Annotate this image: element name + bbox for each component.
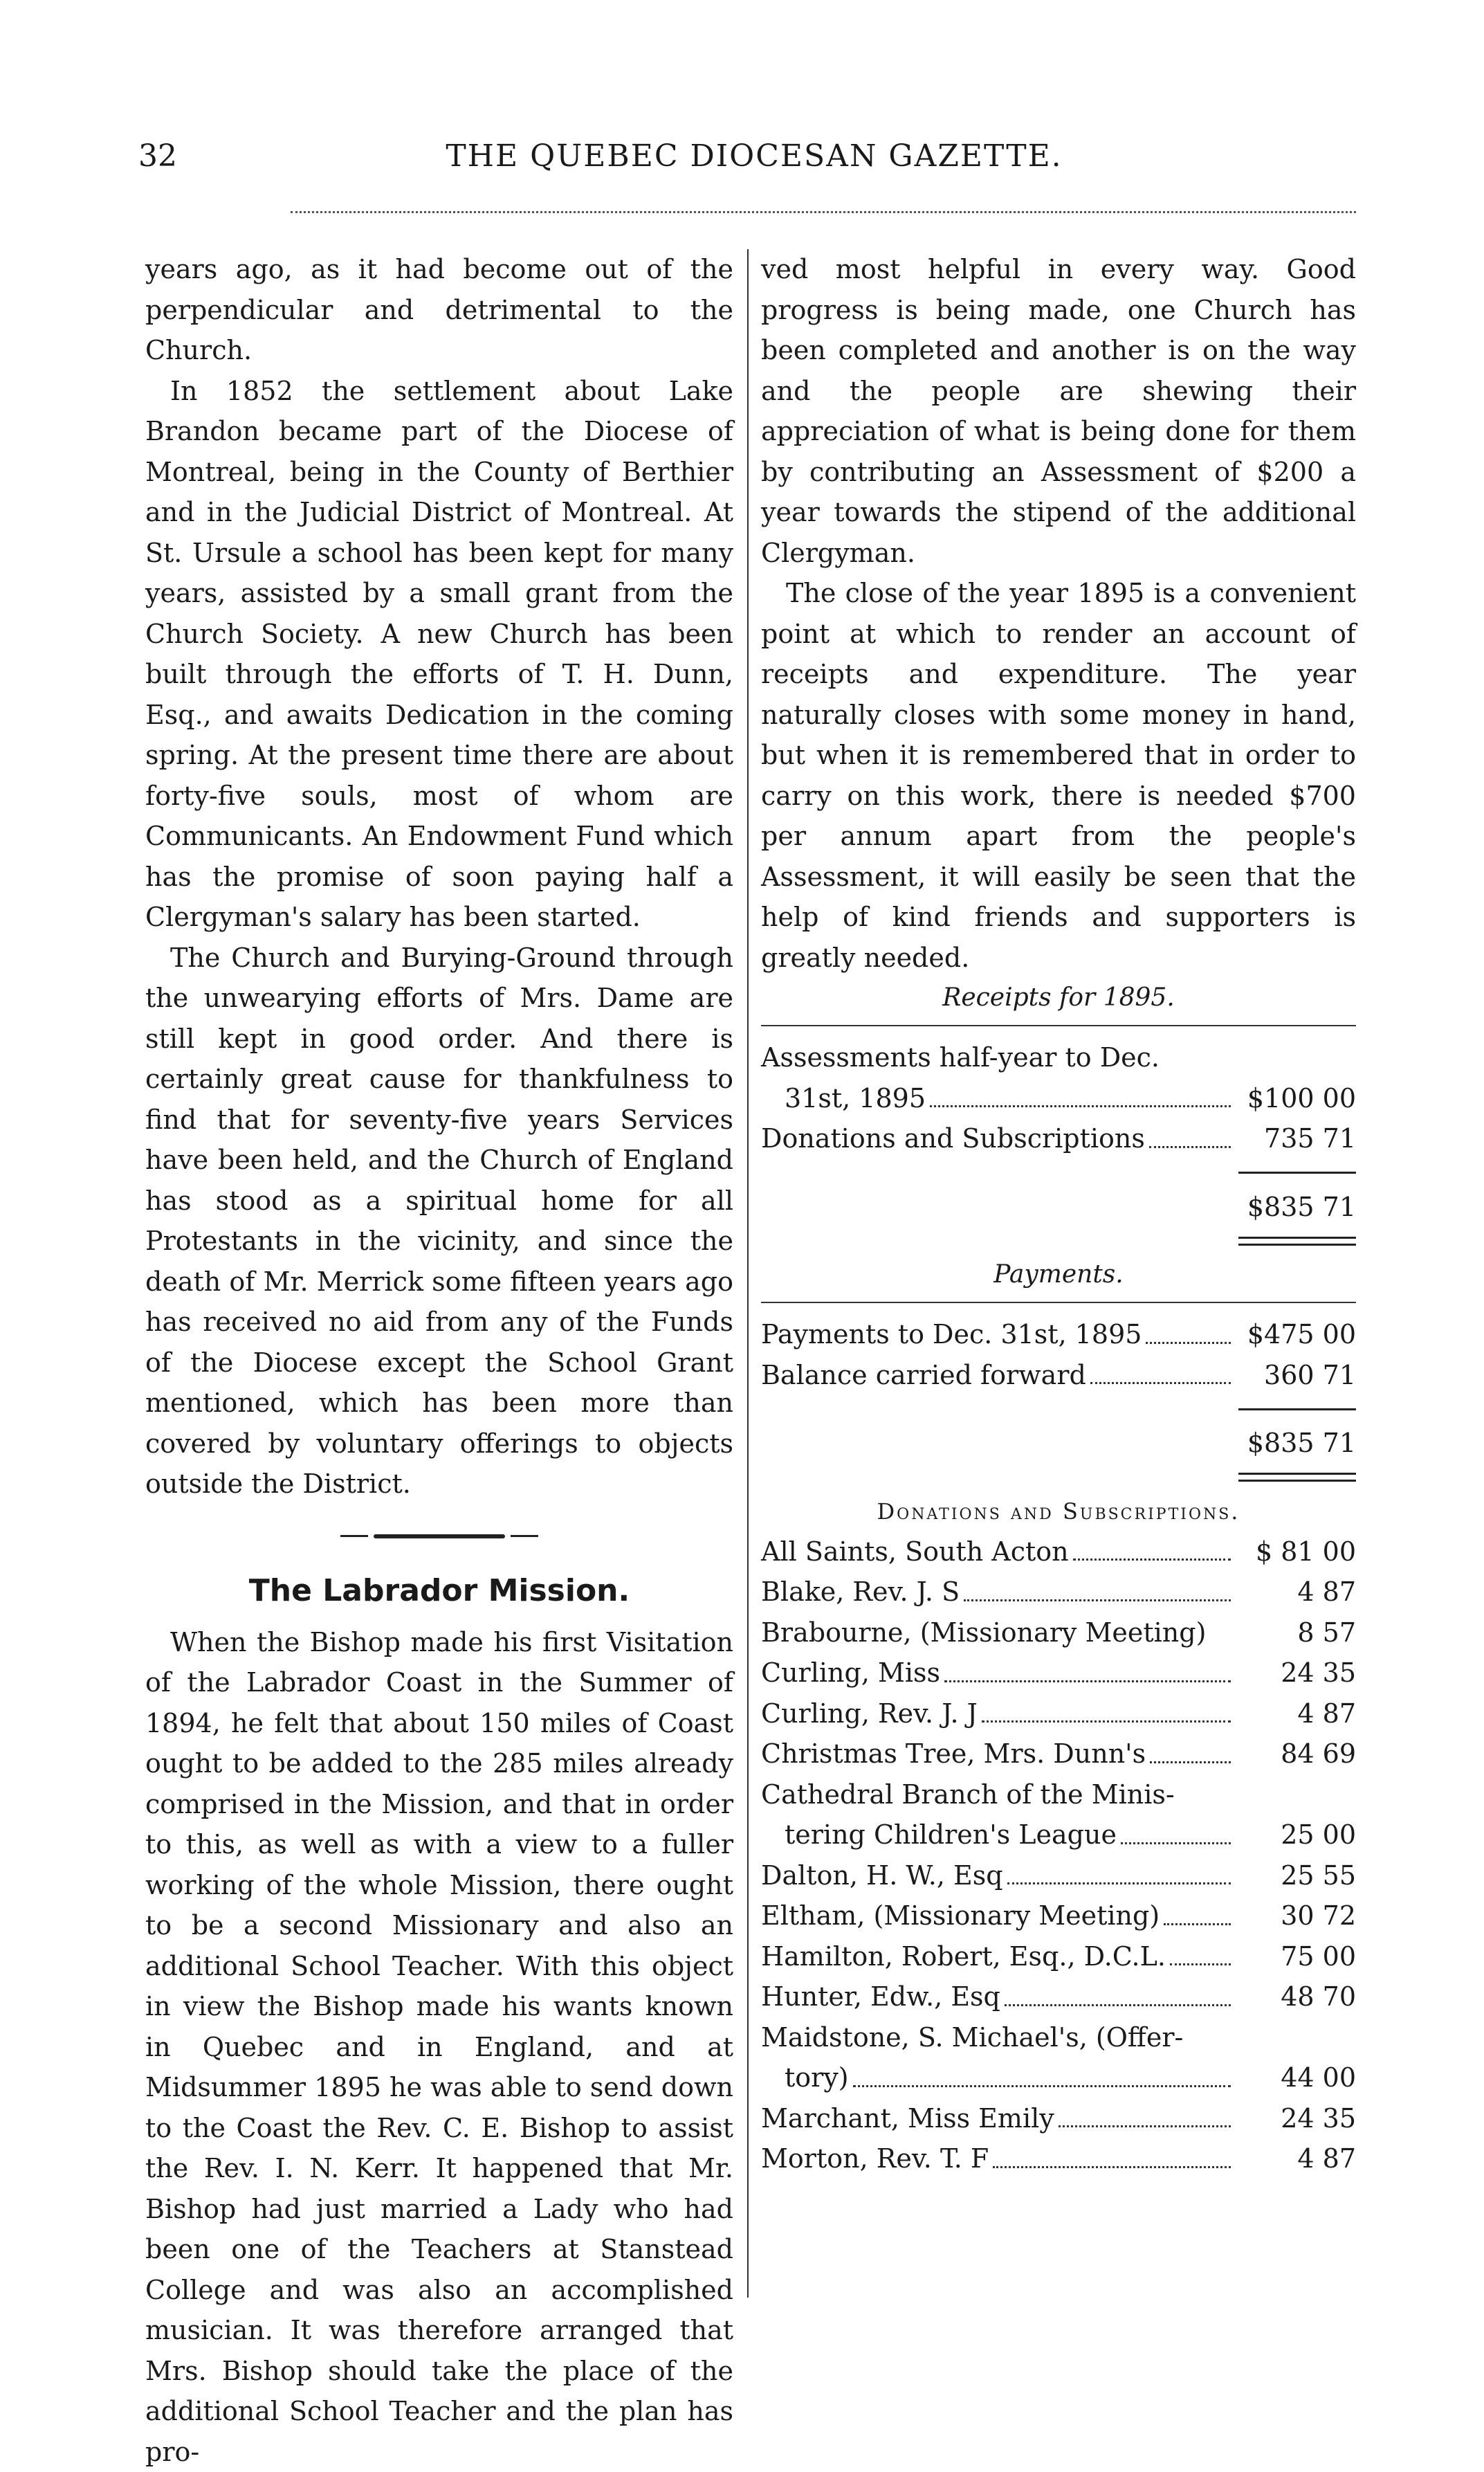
dot-leader <box>993 2138 1231 2168</box>
ornament-dash <box>511 1535 538 1537</box>
dot-leader <box>1146 1314 1231 1344</box>
dot-leader <box>964 1572 1231 1601</box>
entry-amount: 30 72 <box>1235 1896 1356 1936</box>
entry-amount: 24 35 <box>1235 2098 1356 2139</box>
ledger-entry <box>761 1612 1356 1653</box>
ledger-entry <box>761 1118 1356 1159</box>
entry-amount: $475 00 <box>1235 1314 1356 1355</box>
ledger-entry <box>761 2017 1356 2058</box>
dot-leader <box>1005 1976 1231 2006</box>
ledger-entry <box>761 1896 1356 1936</box>
dot-leader <box>1073 1532 1231 1561</box>
entry-amount: 44 00 <box>1235 2057 1356 2098</box>
entry-label-continued: tory) <box>785 2057 849 2098</box>
right-paragraph-2: The close of the year 1895 is a convenient point at which to render an account of receipts and expenditure. The year naturally closes with some money in hand, but when it is remembered that in order to carry on this work, there is needed $700 per annum apart from the people's Assessment, it will easily be seen that the help of kind friends and supporters is greatly needed. <box>761 573 1356 978</box>
entry-label: Payments to Dec. 31st, 1895 <box>761 1314 1142 1355</box>
dot-leader <box>1090 1355 1231 1385</box>
entry-amount: 25 00 <box>1235 1815 1356 1855</box>
payments-heading: Payments. <box>761 1255 1356 1295</box>
ledger-entry-continuation <box>761 1078 1356 1119</box>
ledger-entry <box>761 2098 1356 2139</box>
entry-amount: 4 87 <box>1235 2138 1356 2179</box>
dot-leader <box>1150 1734 1231 1763</box>
running-title: THE QUEBEC DIOCESAN GAZETTE. <box>138 138 1370 174</box>
ornament-bar <box>374 1534 505 1538</box>
ledger-entry-continuation <box>761 2057 1356 2098</box>
right-paragraph-1: ved most helpful in every way. Good progress is being made, one Church has been completed and another is on the way and the people are shewing their appreciation of what is being done for them by contributing an Assessment of $200 a year towards the stipend of the additional Clergyman. <box>761 249 1356 573</box>
receipts-total-rule <box>761 1227 1356 1255</box>
right-column <box>761 249 1356 2179</box>
dot-leader <box>853 2057 1231 2087</box>
entry-amount: 8 57 <box>1235 1612 1356 1653</box>
entry-label: Curling, Rev. J. J <box>761 1693 978 1734</box>
header-rule <box>291 211 1356 213</box>
dot-leader <box>1170 1936 1231 1966</box>
receipts-list <box>761 1037 1356 1159</box>
entry-amount: 4 87 <box>1235 1572 1356 1612</box>
dot-leader <box>1149 1118 1231 1148</box>
receipts-heading: Receipts for 1895. <box>761 978 1356 1018</box>
entry-label: Cathedral Branch of the Minis- <box>761 1774 1175 1815</box>
entry-label: Marchant, Miss Emily <box>761 2098 1054 2139</box>
payments-rule <box>761 1302 1356 1303</box>
ledger-entry <box>761 1037 1356 1078</box>
dot-leader <box>944 1653 1231 1682</box>
dot-leader <box>930 1078 1231 1108</box>
receipts-sum-rule <box>761 1159 1356 1187</box>
column-divider <box>747 249 749 2298</box>
page-number: 32 <box>138 138 177 174</box>
entry-label: Blake, Rev. J. S <box>761 1572 960 1612</box>
entry-label: Morton, Rev. T. F <box>761 2138 989 2179</box>
dot-leader <box>982 1693 1231 1723</box>
entry-amount: 4 87 <box>1235 1693 1356 1734</box>
left-column <box>145 249 733 2472</box>
payments-list <box>761 1314 1356 1395</box>
entry-amount: 25 55 <box>1235 1855 1356 1896</box>
left-paragraph-4: When the Bishop made his first Visitation of the Labrador Coast in the Summer of 1894, he felt that about 150 miles of Coast ought to be added to the 285 miles already comprised in the Mission, and that in order to this, as well as with a view to a fuller working of the whole Mission, there ought to be a second Missionary and also an additional School Teacher. With this object in view the Bishop made his wants known in Quebec and in England, and at Midsummer 1895 he was able to send down to the Coast the Rev. C. E. Bishop to assist the Rev. I. N. Kerr. It happened that Mr. Bishop had just married a Lady who had been one of the Teachers at Stanstead College and was also an accomplished musician. It was therefore arranged that Mrs. Bishop should take the place of the additional School Teacher and the plan has pro- <box>145 1622 733 2472</box>
dot-leader <box>1007 1855 1231 1885</box>
entry-amount: $ 81 00 <box>1235 1532 1356 1572</box>
entry-amount: 84 69 <box>1235 1734 1356 1774</box>
page-header <box>138 138 1370 187</box>
entry-label-continued: tering Children's League <box>785 1815 1117 1855</box>
entry-amount: 75 00 <box>1235 1936 1356 1977</box>
entry-label-continued: 31st, 1895 <box>785 1078 926 1119</box>
donations-heading: Donations and Subscriptions. <box>761 1491 1356 1532</box>
entry-label: Donations and Subscriptions <box>761 1118 1145 1159</box>
entry-amount: $100 00 <box>1235 1078 1356 1119</box>
ledger-entry <box>761 1936 1356 1977</box>
ledger-entry <box>761 1693 1356 1734</box>
entry-amount: 48 70 <box>1235 1976 1356 2017</box>
ledger-entry <box>761 1532 1356 1572</box>
payments-total-rule <box>761 1464 1356 1491</box>
donations-list <box>761 1532 1356 2179</box>
ledger-entry-continuation <box>761 1815 1356 1855</box>
entry-label: Hamilton, Robert, Esq., D.C.L. <box>761 1936 1166 1977</box>
left-paragraph-2: In 1852 the settlement about Lake Brandon became part of the Diocese of Montreal, being in the County of Berthier and in the Judicial District of Montreal. At St. Ursule a school has been kept for many years, assisted by a small grant from the Church Society. A new Church has been built through the efforts of T. H. Dunn, Esq., and awaits Dedication in the coming spring. At the present time there are about forty-five souls, most of whom are Communicants. An Endowment Fund which has the promise of soon paying half a Clergyman's salary has been started. <box>145 371 733 938</box>
ledger-entry <box>761 2138 1356 2179</box>
entry-label: Eltham, (Missionary Meeting) <box>761 1896 1160 1936</box>
ornament-dash <box>340 1535 368 1537</box>
dot-leader <box>1121 1815 1231 1844</box>
receipts-total: $835 71 <box>761 1187 1356 1228</box>
sum-rule <box>1238 1172 1356 1174</box>
double-rule <box>1238 1237 1356 1246</box>
section-heading: The Labrador Mission. <box>145 1560 733 1622</box>
dot-leader <box>1164 1896 1231 1925</box>
ledger-entry <box>761 1855 1356 1896</box>
dot-leader <box>1210 1612 1231 1642</box>
left-paragraph-3: The Church and Burying-Ground through the unwearying efforts of Mrs. Dame are still kept in good order. And there is certainly great cause for thankfulness to find that for seventy-five years Services have been held, and the Church of England has stood as a spiritual home for all Protestants in the vicinity, and since the death of Mr. Merrick some fifteen years ago has received no aid from any of the Funds of the Diocese except the School Grant mentioned, which has been more than covered by voluntary offerings to objects outside the District. <box>145 938 733 1505</box>
entry-label: Curling, Miss <box>761 1653 940 1693</box>
entry-label: All Saints, South Acton <box>761 1532 1069 1572</box>
double-rule <box>1238 1473 1356 1482</box>
entry-label: Dalton, H. W., Esq <box>761 1855 1003 1896</box>
sum-rule <box>1238 1408 1356 1410</box>
ledger-entry <box>761 1572 1356 1612</box>
payments-sum-rule <box>761 1395 1356 1423</box>
entry-amount: 360 71 <box>1235 1355 1356 1396</box>
receipts-rule <box>761 1025 1356 1026</box>
section-ornament <box>145 1511 733 1560</box>
left-paragraph-1: years ago, as it had become out of the perpendicular and detrimental to the Church. <box>145 249 733 371</box>
entry-amount: 735 71 <box>1235 1118 1356 1159</box>
ledger-entry <box>761 1355 1356 1396</box>
ledger-entry <box>761 1653 1356 1693</box>
ledger-entry <box>761 1774 1356 1815</box>
ledger-entry <box>761 1314 1356 1355</box>
ledger-entry <box>761 1734 1356 1774</box>
entry-label: Balance carried forward <box>761 1355 1086 1396</box>
payments-total: $835 71 <box>761 1423 1356 1464</box>
entry-label: Hunter, Edw., Esq <box>761 1976 1000 2017</box>
entry-label: Maidstone, S. Michael's, (Offer- <box>761 2017 1183 2058</box>
entry-label: Christmas Tree, Mrs. Dunn's <box>761 1734 1146 1774</box>
dot-leader <box>1059 2098 1231 2128</box>
ledger-entry <box>761 1976 1356 2017</box>
entry-label: Assessments half-year to Dec. <box>761 1037 1160 1078</box>
entry-label: Brabourne, (Missionary Meeting) <box>761 1612 1206 1653</box>
entry-amount: 24 35 <box>1235 1653 1356 1693</box>
